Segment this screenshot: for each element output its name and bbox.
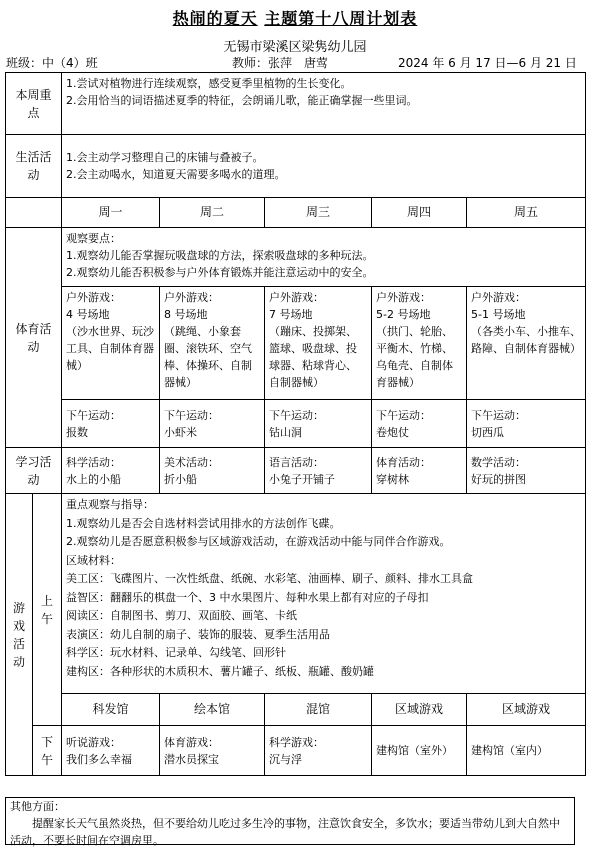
venue-cell: 区域游戏 [372, 694, 467, 726]
focus-label: 本周重点 [6, 73, 62, 135]
sports-afternoon-row [6, 400, 586, 448]
sports-label: 体育活动 [6, 228, 62, 448]
study-cell: 数学活动： 好玩的拼图 [467, 448, 586, 494]
pm-cell: 科学游戏： 沉与浮 [265, 726, 372, 776]
games-pm-label: 下午 [33, 726, 62, 776]
outdoor-cell: 户外游戏： 4 号场地 （沙水世界、玩沙工具、自制体育器械） [62, 287, 160, 400]
date-range: 2024 年 6 月 17 日—6 月 21 日 [398, 56, 577, 70]
day-header-row [6, 198, 586, 228]
afternoon-cell: 下午运动： 卷炮仗 [372, 400, 467, 448]
school-name: 无锡市梁溪区梁隽幼儿园 [223, 40, 367, 55]
day-thu: 周四 [372, 198, 467, 228]
life-label: 生活活动 [6, 135, 62, 198]
pm-cell: 听说游戏： 我们多么幸福 [62, 726, 160, 776]
day-tue: 周二 [160, 198, 265, 228]
venue-cell: 区域游戏 [467, 694, 586, 726]
outdoor-cell: 户外游戏： 7 号场地 （蹦床、投掷架、篮球、吸盘球、投球器、粘球背心、自制器械） [265, 287, 372, 400]
focus-content: 1.尝试对植物进行连续观察，感受夏季里植物的生长变化。 2.会用恰当的词语描述夏季的特征，会朗诵儿歌，能正确掌握一些里词。 [62, 73, 586, 135]
study-cell: 美术活动： 折小船 [160, 448, 265, 494]
afternoon-cell: 下午运动： 报数 [62, 400, 160, 448]
games-content: 重点观察与指导： 1.观察幼儿是否会自选材料尝试用排水的方法创作飞碟。 2.观察幼儿是否愿意积极参与区域游戏活动，在游戏活动中能与同伴合作游戏。 区域材料： 美工区：飞碟图片、一次性纸盘、纸碗、水彩笔、油画棒、刷子、颜料、排水工具盒 益智区：翻翻乐的棋盘一个、3 中水果图片、每种水果上都有对应的子母扣 阅读区：自制图书、剪刀、双面胶、画笔、卡纸 表演区：幼儿自制的扇子、装饰的服装、夏季生活用品 科学区：玩水材料、记录单、勾线笔、回形针 建构区：各种形状的木质积木、薯片罐子、纸板、瓶罐、酸奶罐 [62, 494, 586, 694]
life-content: 1.会主动学习整理自己的床铺与叠被子。 2.会主动喝水，知道夏天需要多喝水的道理。 [62, 135, 586, 198]
games-pm-row [6, 726, 586, 776]
sports-obs: 观察要点： 1.观察幼儿能否掌握玩吸盘球的方法，探索吸盘球的多种玩法。 2.观察幼儿能否积极参与户外体育锻炼并能注意运动中的安全。 [62, 228, 586, 287]
teacher-label: 教师：张萍 唐莺 [232, 56, 329, 70]
life-row [6, 135, 586, 198]
class-label: 班级：中（4）班 [6, 56, 98, 70]
day-wed: 周三 [265, 198, 372, 228]
games-am-row [6, 494, 586, 694]
sports-outdoor-row [6, 287, 586, 400]
games-am-label: 上午 [33, 494, 62, 726]
study-cell: 科学活动： 水上的小船 [62, 448, 160, 494]
games-label: 游戏活动 [6, 494, 33, 776]
outdoor-cell: 户外游戏： 5-1 号场地 （各类小车、小推车、路障、自制体育器械） [467, 287, 586, 400]
focus-row [6, 73, 586, 135]
afternoon-cell: 下午运动： 钻山洞 [265, 400, 372, 448]
study-cell: 体育活动： 穿树林 [372, 448, 467, 494]
study-label: 学习活动 [6, 448, 62, 494]
venue-cell: 科发馆 [62, 694, 160, 726]
other-notes: 其他方面： 提醒家长天气虽然炎热，但不要给幼儿吃过多生冷的事物，注意饮食安全，多饮水；要适当带幼儿到大自然中活动，不要长时间在空调房里。 [5, 797, 575, 845]
day-fri: 周五 [467, 198, 586, 228]
study-row [6, 448, 586, 494]
outdoor-cell: 户外游戏： 8 号场地 （跳绳、小象套圈、滚铁环、空气棒、体操环、自制器械） [160, 287, 265, 400]
day-mon: 周一 [62, 198, 160, 228]
afternoon-cell: 下午运动： 小虾米 [160, 400, 265, 448]
venue-cell: 绘本馆 [160, 694, 265, 726]
pm-cell: 建构馆（室外） [372, 726, 467, 776]
venue-cell: 混馆 [265, 694, 372, 726]
pm-cell: 建构馆（室内） [467, 726, 586, 776]
page-title: 热闹的夏天 主题第十八周计划表 [172, 9, 418, 28]
plan-table [5, 72, 586, 776]
pm-cell: 体育游戏： 潜水员探宝 [160, 726, 265, 776]
afternoon-cell: 下午运动： 切西瓜 [467, 400, 586, 448]
games-venue-row [6, 694, 586, 726]
sports-obs-row [6, 228, 586, 287]
study-cell: 语言活动： 小兔子开铺子 [265, 448, 372, 494]
outdoor-cell: 户外游戏： 5-2 号场地 （拱门、轮胎、平衡木、竹梯、乌龟壳、自制体育器械） [372, 287, 467, 400]
